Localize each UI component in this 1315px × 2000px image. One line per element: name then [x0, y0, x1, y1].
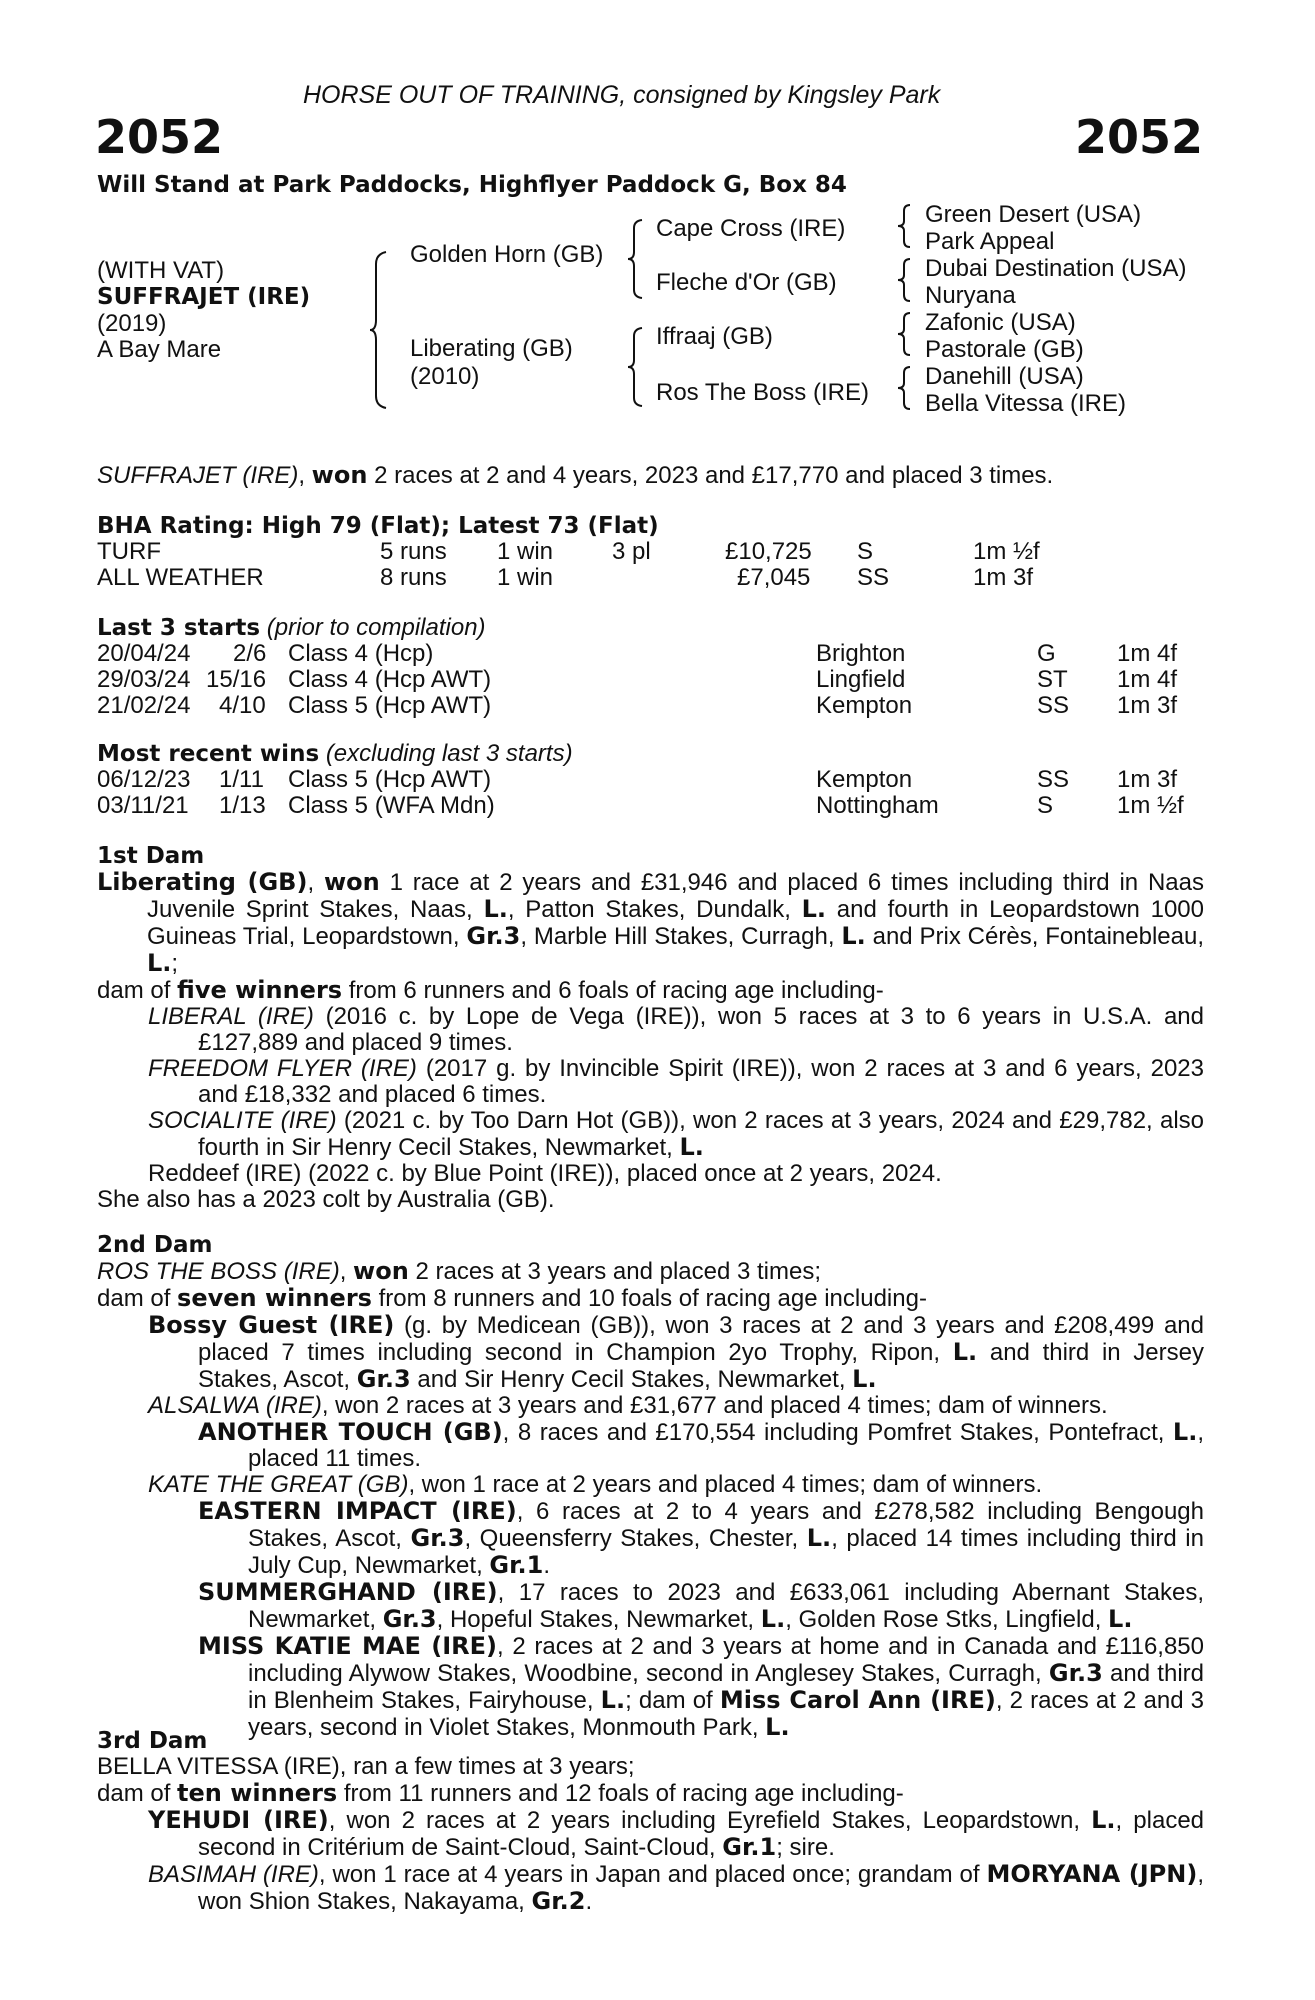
win-row: 03/11/21 1/13 Class 5 (WFA Mdn) Nottingham S 1m ½f — [97, 792, 1184, 819]
granddam-dsd: Pastorale (GB) — [925, 336, 1084, 363]
recent-wins-title: Most recent wins (excluding last 3 starts) — [97, 740, 573, 767]
produce-entry: ALSALWA (IRE), won 2 races at 3 years and £31,677 and placed 4 times; dam of winners. — [148, 1392, 1108, 1419]
grandsire-dds: Danehill (USA) — [925, 363, 1084, 390]
sire-name: Golden Horn (GB) — [410, 241, 604, 268]
pedigree-brace-main — [368, 250, 392, 410]
rating-distance: 1m 3f — [973, 564, 1034, 591]
dam-produce-summary: dam of seven winners from 8 runners and 10 foals of racing age including- — [97, 1284, 927, 1312]
start-row: 20/04/24 2/6 Class 4 (Hcp) Brighton G 1m 4f — [97, 640, 1178, 667]
rating-runs: 5 runs — [380, 538, 447, 565]
section-title: 2nd Dam — [97, 1232, 213, 1258]
produce-entry: BASIMAH (IRE), won 1 race at 4 years in Japan and placed once; grandam of MORYANA (JPN), won Shion Stakes, Nakayama, Gr.2. — [148, 1860, 1204, 1915]
race-summary: SUFFRAJET (IRE), won 2 races at 2 and 4 years, 2023 and £17,770 and placed 3 times. — [97, 461, 1054, 489]
dam-produce-summary: dam of five winners from 6 runners and 6 foals of racing age including- — [97, 976, 884, 1004]
granddam-ssd: Park Appeal — [925, 228, 1055, 255]
win-row: 06/12/23 1/11 Class 5 (Hcp AWT) Kempton SS 1m 3f — [97, 766, 1178, 793]
produce-entry: MISS KATIE MAE (IRE), 2 races at 2 and 3 years at home and in Canada and £116,850 including Alywow Stakes, Woodbine, second in Anglesey Stakes, Curragh, Gr.3 and third in Blenheim Stakes, Fairyhouse, L.; dam of Miss Carol Ann (IRE), 2 races at 2 and 3 years, second in Violet Stakes, Monmouth Park, L. — [198, 1632, 1205, 1741]
pedigree-brace-dam — [626, 326, 646, 408]
produce-entry: ANOTHER TOUCH (GB), 8 races and £170,554 including Pomfret Stakes, Pontefract, L., placed 11 times. — [198, 1418, 1205, 1472]
third-dam-section — [97, 1728, 1204, 1915]
rating-prize: £7,045 — [737, 564, 811, 591]
grandsire-dss: Zafonic (USA) — [925, 309, 1076, 336]
granddam-ddd: Bella Vitessa (IRE) — [925, 390, 1126, 417]
sire-dam: Fleche d'Or (GB) — [656, 269, 837, 296]
dam-record: Liberating (GB), won 1 race at 2 years and £31,946 and placed 6 times including third in Naas Juvenile Sprint Stakes, Naas, L., Patton Stakes, Dundalk, L. and fourth in Leopardstown 1000 Guineas Trial, Leopardstown, Gr.3, Marble Hill Stakes, Curragh, L. and Prix Cérès, Fontainebleau, L.; — [97, 868, 1205, 977]
produce-entry: Reddeef (IRE) (2022 c. by Blue Point (IRE)), placed once at 2 years, 2024. — [148, 1160, 942, 1187]
rating-prize: £10,725 — [725, 538, 812, 565]
summary-text: 2 races at 2 and 4 years, 2023 and £17,770 and placed 3 times. — [367, 462, 1054, 489]
dam-dam: Ros The Boss (IRE) — [656, 379, 869, 406]
dam-produce-summary: dam of ten winners from 11 runners and 12 foals of racing age including- — [97, 1779, 904, 1807]
dam-record: BELLA VITESSA (IRE), ran a few times at 3 years; — [97, 1753, 635, 1780]
produce-note: She also has a 2023 colt by Australia (GB). — [97, 1186, 555, 1213]
pedigree-brace-g1 — [896, 203, 914, 249]
produce-entry: SOCIALITE (IRE) (2021 c. by Too Darn Hot (GB)), won 2 races at 3 years, 2024 and £29,782, also fourth in Sir Henry Cecil Stakes, Newmarket, L. — [148, 1107, 1204, 1161]
start-row: 29/03/24 15/16 Class 4 (Hcp AWT) Lingfield ST 1m 4f — [97, 666, 1178, 693]
lot-number-right: 2052 — [1074, 110, 1203, 164]
dam-year: (2010) — [410, 363, 480, 390]
rating-going: S — [857, 538, 874, 565]
produce-entry: KATE THE GREAT (GB), won 1 race at 2 years and placed 4 times; dam of winners. — [148, 1471, 1043, 1498]
rating-wins: 1 win — [497, 564, 554, 591]
summary-won: won — [311, 461, 368, 489]
sire-sire: Cape Cross (IRE) — [656, 215, 846, 242]
rating-row-aw — [97, 565, 1207, 591]
produce-entry: FREEDOM FLYER (IRE) (2017 g. by Invincible Spirit (IRE)), won 2 races at 3 and 6 years, 2023 and £18,332 and placed 6 times. — [148, 1055, 1205, 1108]
dam-sire: Iffraaj (GB) — [656, 323, 773, 350]
dam-record: ROS THE BOSS (IRE), won 2 races at 3 years and placed 3 times; — [97, 1257, 822, 1285]
granddam-sdd: Nuryana — [925, 282, 1016, 309]
first-dam-section — [97, 843, 1204, 1213]
grandsire-sss: Green Desert (USA) — [925, 201, 1142, 228]
rating-row-turf — [97, 539, 1207, 565]
second-dam-section — [97, 1232, 1204, 1741]
bha-rating-title: BHA Rating: High 79 (Flat); Latest 73 (Flat) — [97, 513, 659, 539]
rating-placed: 3 pl — [612, 538, 651, 565]
horse-description: A Bay Mare — [97, 336, 222, 363]
pedigree-brace-g2 — [896, 257, 914, 303]
rating-going: SS — [857, 564, 890, 591]
vat-label: (WITH VAT) — [97, 257, 225, 284]
produce-entry: YEHUDI (IRE), won 2 races at 2 years including Eyrefield Stakes, Leopardstown, L., placed second in Critérium de Saint-Cloud, Saint-Cloud, Gr.1; sire. — [148, 1806, 1205, 1861]
produce-entry: Bossy Guest (IRE) (g. by Medicean (GB)), won 3 races at 2 and 3 years and £208,499 and placed 7 times including second in Champion 2yo Trophy, Ripon, L. and third in Jersey Stakes, Ascot, Gr.3 and Sir Henry Cecil Stakes, Newmarket, L. — [148, 1311, 1204, 1393]
rating-distance: 1m ½f — [973, 538, 1040, 565]
rating-wins: 1 win — [497, 538, 554, 565]
produce-entry: LIBERAL (IRE) (2016 c. by Lope de Vega (IRE)), won 5 races at 3 to 6 years in U.S.A. and £127,889 and placed 9 times. — [148, 1003, 1205, 1056]
produce-entry: EASTERN IMPACT (IRE), 6 races at 2 to 4 years and £278,582 including Bengough Stakes, Ascot, Gr.3, Queensferry Stakes, Chester, L., placed 14 times including third in July Cup, Newmarket, Gr.1. — [198, 1497, 1205, 1579]
summary-horse-name: SUFFRAJET (IRE) — [97, 462, 299, 489]
pedigree-brace-g4 — [896, 365, 914, 411]
last3-title: Last 3 starts (prior to compilation) — [97, 614, 486, 641]
pedigree-brace-sire — [626, 218, 646, 300]
dam-name: Liberating (GB) — [410, 335, 573, 362]
horse-year: (2019) — [97, 310, 167, 337]
horse-name: SUFFRAJET (IRE) — [97, 284, 311, 310]
section-title: 3rd Dam — [97, 1728, 208, 1754]
rating-runs: 8 runs — [380, 564, 447, 591]
rating-surface: TURF — [97, 538, 161, 565]
produce-entry: SUMMERGHAND (IRE), 17 races to 2023 and £633,061 including Abernant Stakes, Newmarket, Gr.3, Hopeful Stakes, Newmarket, L., Golden Rose Stks, Lingfield, L. — [198, 1578, 1205, 1633]
rating-surface: ALL WEATHER — [97, 564, 264, 591]
pedigree-brace-g3 — [896, 311, 914, 357]
consignor-line: HORSE OUT OF TRAINING, consigned by Kingsley Park — [303, 81, 941, 109]
start-row: 21/02/24 4/10 Class 5 (Hcp AWT) Kempton SS 1m 3f — [97, 692, 1178, 719]
section-title: 1st Dam — [97, 843, 205, 869]
grandsire-sds: Dubai Destination (USA) — [925, 255, 1187, 282]
stable-location: Will Stand at Park Paddocks, Highflyer Paddock G, Box 84 — [97, 172, 847, 198]
lot-number-left: 2052 — [95, 110, 224, 164]
